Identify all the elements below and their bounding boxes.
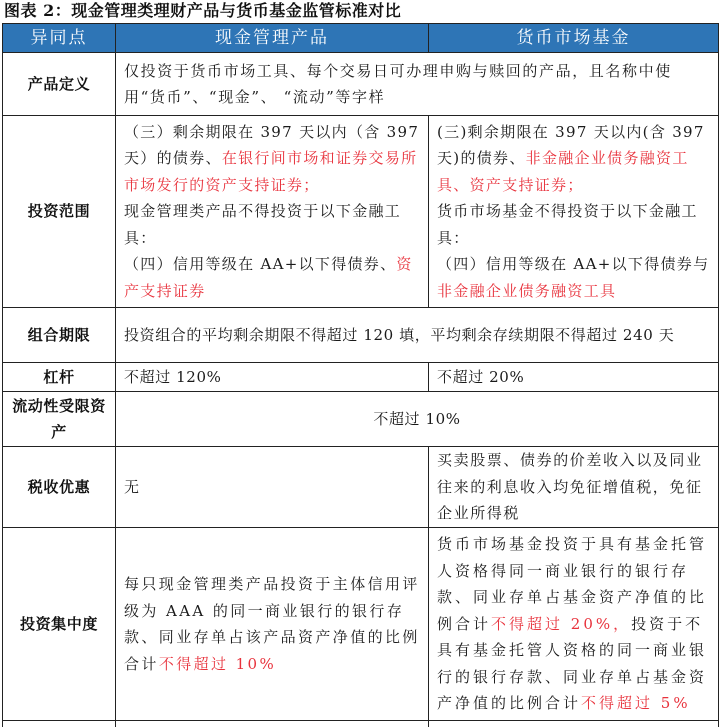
partial-cell bbox=[3, 721, 116, 727]
leverage-cash: 不超过 120% bbox=[116, 363, 429, 392]
scope-cash-prohibited-highlight: 资产支持证券 bbox=[124, 255, 413, 300]
table-row-tax bbox=[3, 447, 719, 528]
header-cash-management: 现金管理产品 bbox=[116, 24, 429, 53]
comparison-table bbox=[2, 23, 719, 727]
scope-cash-text: （三）剩余期限在 397 天以内（含 397 天）的债券、 bbox=[124, 122, 420, 168]
table-row-concentration bbox=[3, 528, 719, 721]
leverage-mmf: 不超过 20% bbox=[429, 363, 719, 392]
scope-mmf-prohibited-highlight: 非金融企业债务融资工具 bbox=[437, 281, 617, 300]
table-row-definition bbox=[3, 53, 719, 116]
table-row-leverage bbox=[3, 363, 719, 392]
duration-text: 投资组合的平均剩余期限不得超过 120 填，平均剩余存续期限不得超过 240 天 bbox=[116, 308, 719, 363]
scope-mmf-prohibited-intro: 货币市场基金不得投资于以下金融工具： bbox=[437, 202, 698, 247]
concentration-mmf-text-2: 投资于不具有基金托管人资格的同一商业银行的银行存款、同业存单占基金资产净值的比例合计 bbox=[437, 614, 708, 713]
concentration-mmf-limit-custodian: 不得超过 20%， bbox=[491, 614, 632, 633]
table-row-next-partial bbox=[3, 721, 719, 727]
scope-cash-prohibited-item: （四）信用等级在 AA+以下得债券、 bbox=[124, 255, 397, 274]
tax-cash: 无 bbox=[116, 447, 429, 528]
partial-cell bbox=[429, 721, 719, 727]
concentration-cash-text: 每只现金管理类产品投资于主体信用评级为 AAA 的同一商业银行的银行存款、同业存单占该产品资产净值的比例合计 bbox=[124, 575, 420, 673]
scope-cash-highlight: 在银行间市场和证券交易所市场发行的资产支持证券； bbox=[124, 149, 418, 194]
row-label: 税收优惠 bbox=[3, 447, 116, 528]
header-differences: 异同点 bbox=[3, 24, 116, 53]
scope-cash-prohibited-intro: 现金管理类产品不得投资于以下金融工具： bbox=[124, 202, 402, 247]
concentration-mmf-cell bbox=[429, 528, 719, 721]
scope-mmf-text: (三)剩余期限在 397 天以内(含 397 天)的债券、 bbox=[437, 122, 705, 168]
definition-text: 仅投资于货币市场工具、每个交易日可办理申购与赎回的产品，且名称中使用“货币”、“现金”、 “流动”等字样 bbox=[116, 53, 719, 116]
scope-cash-cell bbox=[116, 116, 429, 308]
concentration-cash-limit: 不得超过 10% bbox=[158, 654, 277, 673]
concentration-mmf-limit-noncustodian: 不得超过 5% bbox=[581, 694, 691, 713]
row-label: 组合期限 bbox=[3, 308, 116, 363]
concentration-cash-cell bbox=[116, 528, 429, 721]
partial-cell bbox=[116, 721, 429, 727]
header-money-market-fund: 货币市场基金 bbox=[429, 24, 719, 53]
row-label: 投资集中度 bbox=[3, 528, 116, 721]
row-label: 投资范围 bbox=[3, 116, 116, 308]
row-label: 流动性受限资产 bbox=[3, 392, 116, 447]
scope-mmf-prohibited-item: （四）信用等级在 AA+以下得债券与 bbox=[437, 255, 710, 274]
scope-mmf-cell bbox=[429, 116, 719, 308]
illiquid-text: 不超过 10% bbox=[116, 392, 719, 447]
figure-caption: 图表 2：现金管理类理财产品与货币基金监管标准对比 bbox=[4, 1, 402, 20]
row-label: 产品定义 bbox=[3, 53, 116, 116]
table-row-illiquid-assets bbox=[3, 392, 719, 447]
row-label: 杠杆 bbox=[3, 363, 116, 392]
tax-mmf: 买卖股票、债券的价差收入以及同业往来的利息收入均免征增值税，免征企业所得税 bbox=[429, 447, 719, 528]
table-row-scope bbox=[3, 116, 719, 308]
scope-mmf-highlight: 非金融企业债务融资工具、资产支持证券； bbox=[437, 149, 689, 194]
concentration-mmf-text: 货币市场基金投资于具有基金托管人资格得同一商业银行的银行存款、同业存单占基金资产净值的比例合计 bbox=[437, 535, 708, 633]
table-header-row bbox=[3, 24, 719, 53]
table-row-duration bbox=[3, 308, 719, 363]
